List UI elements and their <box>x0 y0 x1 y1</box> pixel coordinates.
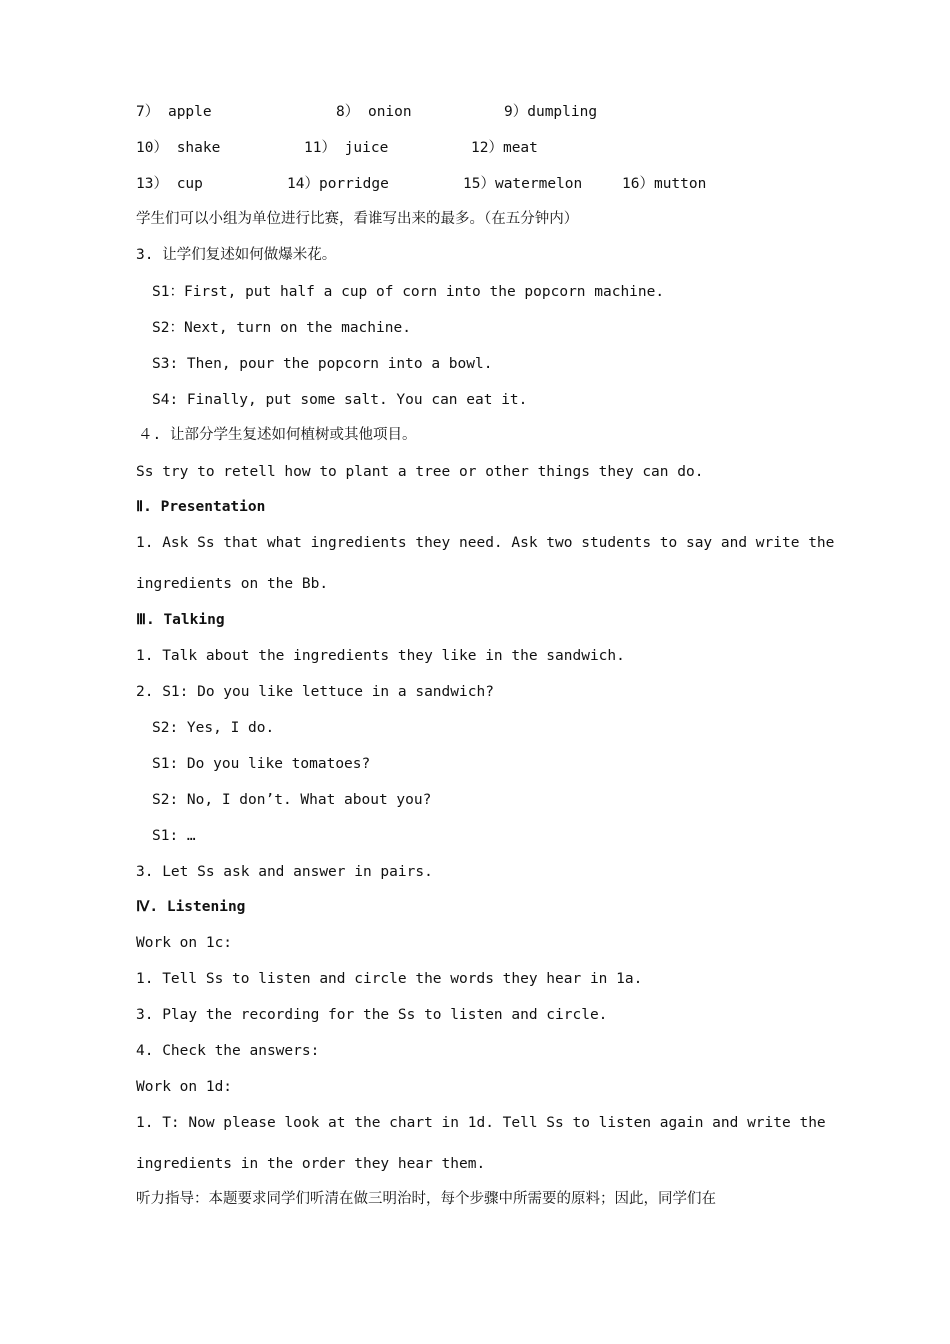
subheading-1d: Work on 1d: <box>136 1079 233 1095</box>
dialogue-line: S1: Do you like tomatoes? <box>152 756 371 772</box>
vocab-item: 14）porridge <box>287 176 389 192</box>
vocab-item: 11） juice <box>304 140 389 156</box>
paragraph-line: ingredients in the order they hear them. <box>136 1156 486 1172</box>
section-heading-listening: Ⅳ. Listening <box>136 899 246 915</box>
vocab-item: 10） shake <box>136 140 221 156</box>
paragraph-line: 3. Let Ss ask and answer in pairs. <box>136 864 433 880</box>
paragraph-line: 1. Talk about the ingredients they like in the sandwich. <box>136 648 625 664</box>
dialogue-line: S4: Finally, put some salt. You can eat it. <box>152 392 528 408</box>
paragraph-line: 1. Ask Ss that what ingredients they need. Ask two students to say and write the <box>136 535 835 551</box>
dialogue-line: S2: Yes, I do. <box>152 720 275 736</box>
vocab-item: 15）watermelon <box>463 176 583 192</box>
dialogue-line: S2：Next, turn on the machine. <box>152 320 411 336</box>
subheading-1c: Work on 1c: <box>136 935 233 951</box>
dialogue-line: S1: … <box>152 828 196 844</box>
listening-guide: 听力指导：本题要求同学们听清在做三明治时，每个步骤中所需要的原料；因此，同学们在 <box>136 1191 716 1207</box>
dialogue-line: S2: No, I don’t. What about you? <box>152 792 432 808</box>
vocab-item: 9）dumpling <box>504 104 598 120</box>
step4-title: ４. 让部分学生复述如何植树或其他项目。 <box>138 427 417 443</box>
dialogue-line: S3: Then, pour the popcorn into a bowl. <box>152 356 493 372</box>
vocab-item: 7） apple <box>136 104 212 120</box>
step3-title: 3. 让学们复述如何做爆米花。 <box>136 247 337 263</box>
vocab-item: 12）meat <box>471 140 538 156</box>
paragraph-line: 2. S1: Do you like lettuce in a sandwich? <box>136 684 494 700</box>
paragraph-line: 4. Check the answers: <box>136 1043 320 1059</box>
step4-english: Ss try to retell how to plant a tree or other things they can do. <box>136 464 704 480</box>
paragraph-line: 1. Tell Ss to listen and circle the words they hear in 1a. <box>136 971 643 987</box>
paragraph-line: 3. Play the recording for the Ss to listen and circle. <box>136 1007 608 1023</box>
vocab-item: 13） cup <box>136 176 203 192</box>
paragraph-line: 1. T: Now please look at the chart in 1d. Tell Ss to listen again and write the <box>136 1115 826 1131</box>
paragraph-line: ingredients on the Bb. <box>136 576 329 592</box>
dialogue-line: S1：First, put half a cup of corn into the popcorn machine. <box>152 284 665 300</box>
vocab-item: 16）mutton <box>622 176 707 192</box>
vocab-item: 8） onion <box>336 104 412 120</box>
section-heading-talking: Ⅲ. Talking <box>136 612 225 628</box>
contest-note: 学生们可以小组为单位进行比赛，看谁写出来的最多。（在五分钟内） <box>136 211 579 227</box>
section-heading-presentation: Ⅱ. Presentation <box>136 499 266 515</box>
